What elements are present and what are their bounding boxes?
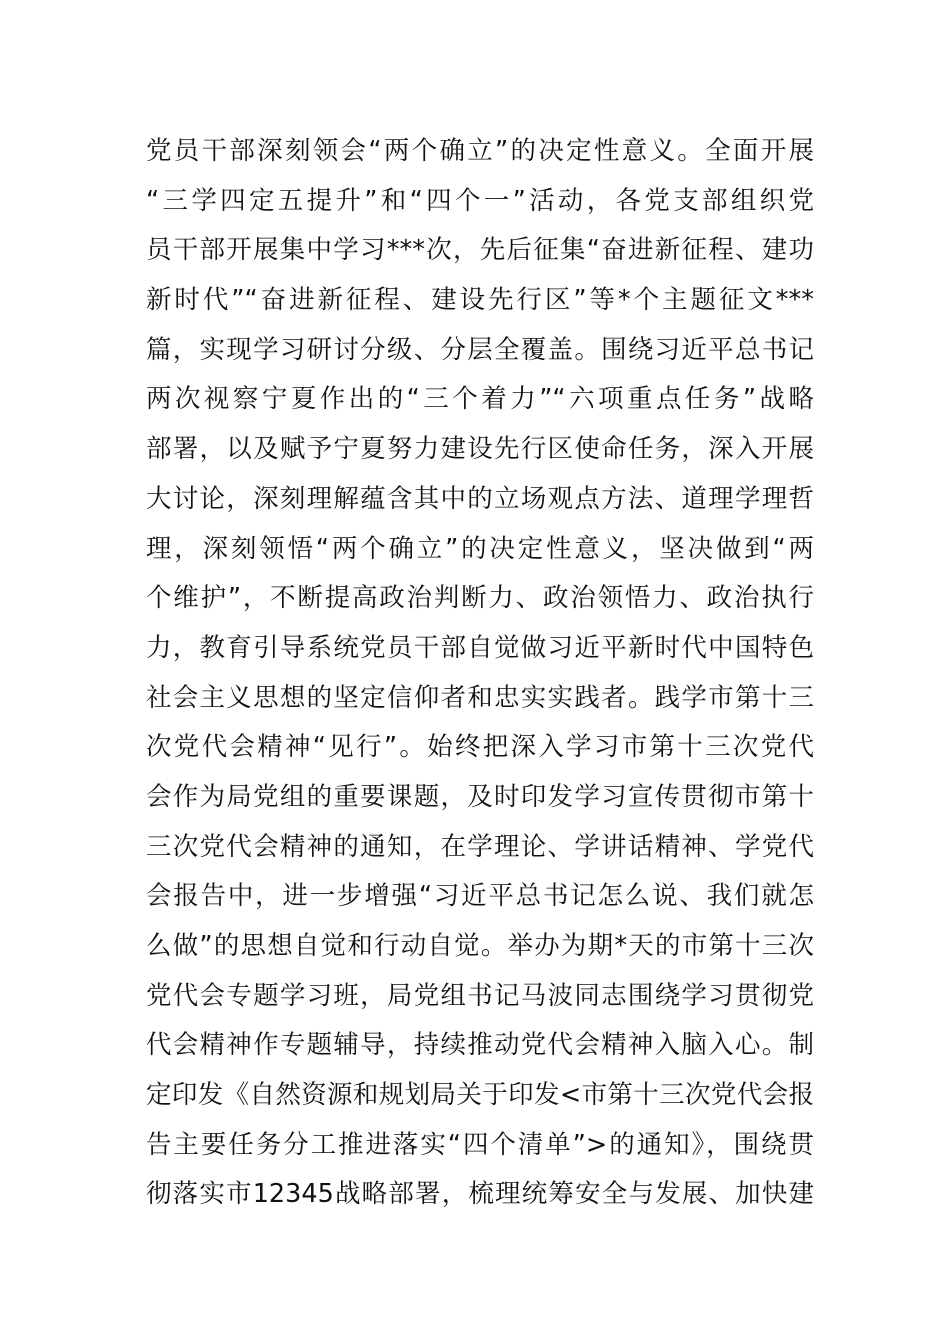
text-line: 部署，以及赋予宁夏努力建设先行区使命任务，深入开展 [146, 434, 814, 465]
text-line: 理，深刻领悟“两个确立”的决定性意义，坚决做到“两 [146, 533, 814, 564]
text-line: 两次视察宁夏作出的“三个着力”“六项重点任务”战略 [146, 384, 814, 415]
text-line: 会报告中，进一步增强“习近平总书记怎么说、我们就怎 [146, 881, 814, 912]
text-line: 三次党代会精神的通知，在学理论、学讲话精神、学党代 [146, 831, 814, 862]
text-line: 篇，实现学习研讨分级、分层全覆盖。围绕习近平总书记 [146, 334, 814, 365]
text-line: “三学四定五提升”和“四个一”活动，各党支部组织党 [146, 185, 814, 216]
text-line: 社会主义思想的坚定信仰者和忠实实践者。践学市第十三 [146, 682, 814, 713]
text-line: 大讨论，深刻理解蕴含其中的立场观点方法、道理学理哲 [146, 483, 814, 514]
text-line: 定印发《自然资源和规划局关于印发<市第十三次党代会报 [146, 1080, 814, 1111]
text-line: 新时代”“奋进新征程、建设先行区”等*个主题征文*** [146, 285, 814, 316]
text-line: 代会精神作专题辅导，持续推动党代会精神入脑入心。制 [146, 1030, 814, 1061]
body-paragraph [146, 127, 814, 1220]
text-line: 党员干部深刻领会“两个确立”的决定性意义。全面开展 [146, 136, 814, 166]
text-line: 党代会专题学习班，局党组书记马波同志围绕学习贯彻党 [146, 980, 814, 1011]
text-line: 会作为局党组的重要课题，及时印发学习宣传贯彻市第十 [146, 781, 814, 812]
text-line: 个维护”，不断提高政治判断力、政治领悟力、政治执行 [146, 583, 814, 614]
text-line: 彻落实市12345战略部署，梳理统筹安全与发展、加快建 [146, 1179, 814, 1210]
text-line: 告主要任务分工推进落实“四个清单”>的通知》，围绕贯 [146, 1129, 814, 1160]
text-line: 力，教育引导系统党员干部自觉做习近平新时代中国特色 [146, 632, 814, 663]
text-line: 员干部开展集中学习***次，先后征集“奋进新征程、建功 [146, 235, 814, 266]
text-line: 么做”的思想自觉和行动自觉。举办为期*天的市第十三次 [146, 931, 814, 961]
text-line: 次党代会精神“见行”。始终把深入学习市第十三次党代 [146, 732, 814, 763]
